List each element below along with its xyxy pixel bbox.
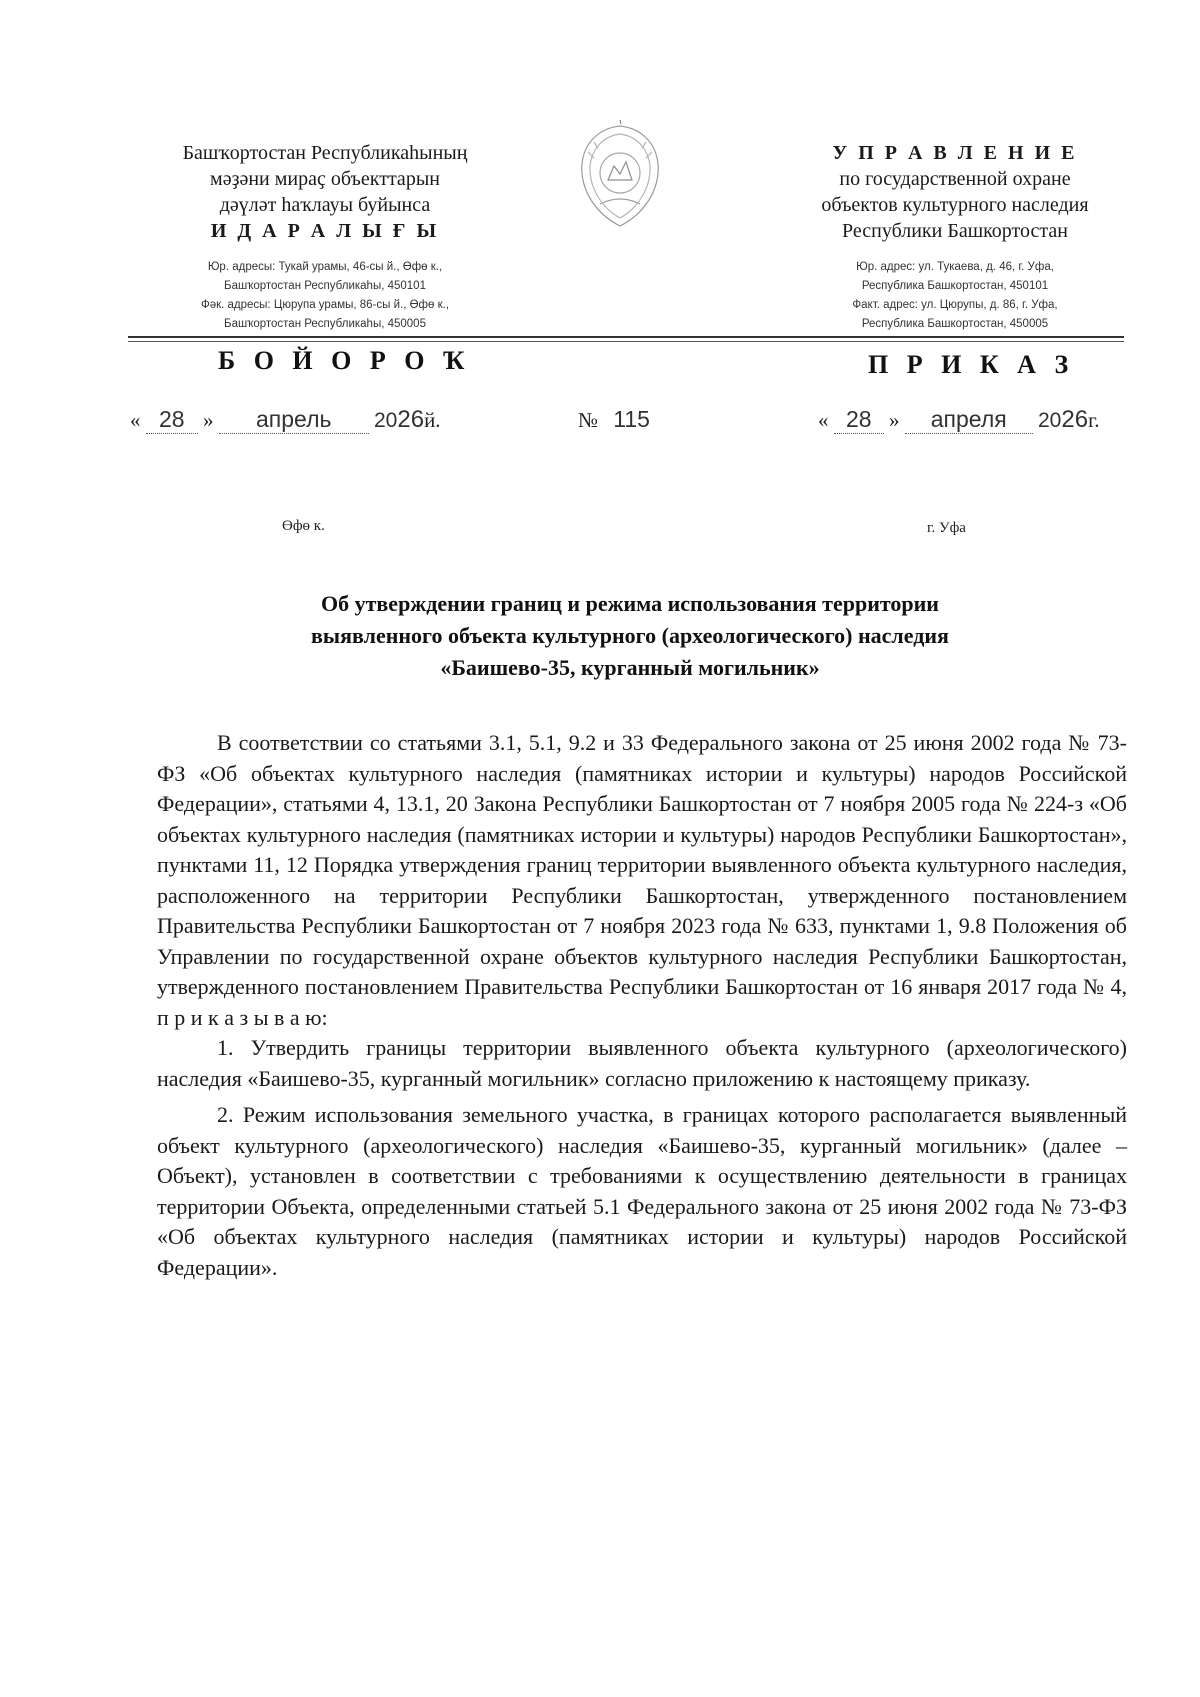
quote-close: »	[889, 408, 900, 432]
org-name-bashkir-line-1: Башҡортостан Республикаһының	[182, 142, 468, 164]
quote-close: »	[203, 408, 214, 432]
address-bashkir	[120, 258, 530, 334]
org-name-russian-line-2: по государственной охране	[839, 168, 1071, 190]
title-line-2: выявленного объекта культурного (археологического) наследия	[311, 623, 949, 648]
date-year-prefix: 20	[1038, 409, 1062, 432]
coat-of-arms-icon	[570, 118, 670, 236]
doc-type-bashkir: Б О Й О Р О Ҡ	[218, 346, 471, 375]
body-preamble: В соответствии со статьями 3.1, 5.1, 9.2 и 33 Федерального закона от 25 июня 2002 года № 73-ФЗ «Об объектах культурного наследия (памятниках истории и культуры) народов Российской Федерации», статьями 4, 13.1, 20 Закона Республики Башкортостан от 7 ноября 2005 года № 224-з «Об объектах культурного наследия (памятниках истории и культуры) народов Республики Башкортостан», пунктами 11, 12 Порядка утверждения границ территории выявленного объекта культурного наследия, расположенного на территории Республики Башкортостан, утвержденного постановлением Правительства Республики Башкортостан от 7 ноября 2023 года № 633, пунктами 1, 9.8 Положения об Управлении по государственной охране объектов культурного наследия Республики Башкортостан, утвержденного постановлением Правительства Республики Башкортостан от 16 января 2017 года № 4, п р и к а з ы в а ю:	[157, 730, 1127, 1030]
date-day: 28	[146, 406, 198, 434]
body-item-2: 2. Режим использования земельного участка, в границах которого располагается выявленный объект культурного (археологического) наследия «Баишево-35, курганный могильник» (далее – Объект), установлен в соответствии с требованиями к осуществлению деятельности в границах территории Объекта, определенными статьей 5.1 Федерального закона от 25 июня 2002 года № 73-ФЗ «Об объектах культурного наследия (памятниках истории и культуры) народов Российской Федерации».	[157, 1102, 1127, 1280]
quote-open: «	[818, 408, 829, 432]
title-line-1: Об утверждении границ и режима использования территории	[321, 591, 939, 616]
address-line: Юр. адресы: Тукай урамы, 46-сы й., Өфө к.,	[207, 261, 443, 273]
number-sign: №	[578, 408, 599, 432]
address-line: Фәк. адресы: Цюрупа урамы, 86-сы й., Өфө к.,	[200, 299, 450, 311]
date-bashkir	[130, 406, 441, 434]
date-year-suffix: 26	[397, 406, 425, 433]
quote-open: «	[130, 408, 141, 432]
city-bashkir: Өфө к.	[282, 518, 325, 534]
body-item-1: 1. Утвердить границы территории выявленного объекта культурного (археологического) наследия «Баишево-35, курганный могильник» согласно приложению к настоящему приказу.	[157, 1035, 1127, 1091]
header-divider	[128, 336, 1124, 338]
date-russian	[818, 406, 1100, 434]
date-year-suffix: 26	[1061, 406, 1089, 433]
date-year-unit: й.	[424, 408, 441, 432]
header-divider-thin	[128, 341, 1124, 342]
date-year-unit: г.	[1088, 408, 1100, 432]
header-right	[780, 140, 1130, 334]
header-left	[120, 140, 530, 334]
number-value: 115	[613, 406, 650, 432]
address-line: Республика Башкортостан, 450101	[861, 280, 1049, 292]
org-name-bashkir-line-3: дәүләт һаҡлауы буйынса	[219, 194, 431, 216]
org-name-russian-line-3: объектов культурного наследия	[821, 194, 1089, 216]
address-line: Башҡортостан Республикаһы, 450101	[224, 280, 426, 292]
org-name-russian-line-4: Республики Башкортостан	[842, 220, 1068, 242]
document-body	[157, 728, 1127, 1283]
address-line: Республика Башкортостан, 450005	[861, 318, 1049, 330]
address-line: Юр. адрес: ул. Тукаева, д. 46, г. Уфа,	[856, 261, 1054, 273]
document-title	[140, 588, 1120, 684]
doc-number	[578, 406, 650, 433]
date-month: апрель	[219, 406, 369, 434]
title-line-3: «Баишево-35, курганный могильник»	[440, 655, 820, 680]
date-year-prefix: 20	[374, 409, 398, 432]
date-month: апреля	[905, 406, 1033, 434]
address-line: Факт. адрес: ул. Цюрупы, д. 86, г. Уфа,	[852, 299, 1058, 311]
doc-type-russian: П Р И К А З	[868, 350, 1075, 379]
date-day: 28	[834, 406, 884, 434]
address-line: Башҡортостан Республикаһы, 450005	[224, 318, 426, 330]
city-russian: г. Уфа	[927, 520, 966, 536]
address-russian	[780, 258, 1130, 334]
org-name-russian-line-1: У П Р А В Л Е Н И Е	[832, 142, 1078, 164]
org-name-bashkir-line-2: мәҙәни мираҫ объекттарын	[210, 168, 440, 190]
org-name-bashkir-line-4: И Д А Р А Л Ы Ғ Ы	[210, 220, 440, 242]
